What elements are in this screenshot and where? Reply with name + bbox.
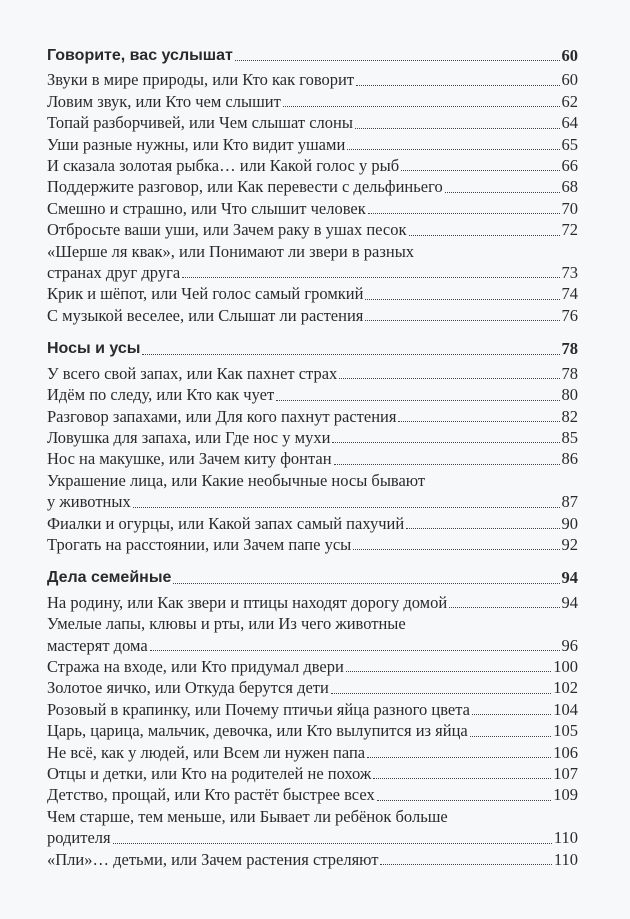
- dot-leader: [380, 864, 551, 865]
- entry-title: Розовый в крапинку, или Почему птичьи яйца разного цвета: [47, 699, 470, 719]
- page-number: 92: [561, 534, 578, 554]
- entry-title: У всего свой запах, или Как пахнет страх: [47, 363, 338, 383]
- toc-entry: [47, 592, 578, 613]
- entry-title: С музыкой веселее, или Слышат ли растения: [47, 305, 364, 325]
- dot-leader: [339, 378, 559, 379]
- page-number: 74: [561, 284, 578, 304]
- entry-title: Отбросьте ваши уши, или Зачем раку в ушах песок: [47, 220, 407, 240]
- toc-entry: [47, 720, 578, 741]
- dot-leader: [283, 106, 560, 107]
- dot-leader: [235, 60, 560, 61]
- entry-title: мастерят дома: [47, 635, 148, 655]
- dot-leader: [445, 192, 560, 193]
- page-number: 73: [561, 263, 578, 283]
- toc-entry: [47, 134, 578, 155]
- section-title: Носы и усы: [47, 340, 141, 358]
- toc-section: [47, 338, 578, 555]
- section-heading: [47, 338, 578, 359]
- dot-leader: [368, 213, 560, 214]
- entry-title-first-line: Чем старше, тем меньше, или Бывает ли ребёнок больше: [47, 806, 448, 826]
- entry-title-first-line: Украшение лица, или Какие необычные носы бывают: [47, 470, 426, 490]
- dot-leader: [365, 320, 559, 321]
- page-number: 65: [561, 134, 578, 154]
- entry-title: Ловим звук, или Кто чем слышит: [47, 91, 281, 111]
- entry-title: Разговор запахами, или Для кого пахнут растения: [47, 406, 397, 426]
- toc-entry: [47, 219, 578, 240]
- page-number: 100: [553, 656, 578, 676]
- dot-leader: [398, 421, 559, 422]
- dot-leader: [142, 354, 559, 355]
- dot-leader: [150, 650, 560, 651]
- entry-title: странах друг друга: [47, 263, 181, 283]
- section-heading: [47, 45, 578, 66]
- page-number: 110: [553, 828, 578, 848]
- page-number: 66: [561, 156, 578, 176]
- dot-leader: [332, 442, 559, 443]
- dot-leader: [346, 671, 551, 672]
- dot-leader: [355, 128, 560, 129]
- page-number: 85: [561, 427, 578, 447]
- entry-title: Царь, царица, мальчик, девочка, или Кто вылупится из яйца: [47, 721, 468, 741]
- page-number: 64: [561, 113, 578, 133]
- toc-entry: [47, 448, 578, 469]
- toc-entry: [47, 176, 578, 197]
- toc-entry: [47, 763, 578, 784]
- toc-list: [47, 45, 578, 870]
- dot-leader: [331, 693, 551, 694]
- dot-leader: [472, 714, 551, 715]
- entry-title: Идём по следу, или Кто как чует: [47, 385, 275, 405]
- toc-entry: [47, 635, 578, 656]
- entry-title: Отцы и детки, или Кто на родителей не похож: [47, 764, 372, 783]
- section-title: Говорите, вас услышат: [47, 47, 233, 64]
- page-number: 105: [553, 721, 578, 741]
- dot-leader: [367, 757, 551, 758]
- dot-leader: [373, 778, 551, 779]
- page-number: 78: [561, 363, 578, 383]
- page-number: 109: [553, 785, 578, 805]
- entry-title: Смешно и страшно, или Что слышит человек: [47, 198, 366, 218]
- entry-title: Звуки в мире природы, или Кто как говорит: [47, 70, 355, 90]
- entry-title: «Пли»… детьми, или Зачем растения стреляют: [47, 849, 379, 869]
- entry-title: Топай разборчивей, или Чем слышат слоны: [47, 113, 353, 133]
- dot-leader: [401, 170, 559, 171]
- page-number: 90: [561, 513, 578, 533]
- entry-title: Нос на макушке, или Зачем киту фонтан: [47, 449, 332, 469]
- toc-entry: [47, 827, 578, 848]
- dot-leader: [113, 843, 552, 844]
- dot-leader: [449, 607, 559, 608]
- entry-title: Трогать на расстоянии, или Зачем папе усы: [47, 534, 352, 554]
- toc-entry: [47, 155, 578, 176]
- toc-entry: [47, 305, 578, 326]
- entry-title: И сказала золотая рыбка… или Какой голос у рыб: [47, 156, 400, 176]
- page-number: 94: [561, 568, 578, 588]
- section-heading: [47, 567, 578, 588]
- dot-leader: [133, 507, 560, 508]
- page-number: 70: [561, 198, 578, 218]
- toc-entry: [47, 91, 578, 112]
- page-number: 96: [561, 635, 578, 655]
- toc-entry: [47, 784, 578, 805]
- toc-entry: [47, 534, 578, 555]
- toc-entry: [47, 849, 578, 870]
- toc-entry: [47, 112, 578, 133]
- page-number: 82: [561, 406, 578, 426]
- entry-title: Поддержите разговор, или Как перевести с дельфиньего: [47, 177, 443, 197]
- toc-entry: [47, 677, 578, 698]
- toc-entry: [47, 513, 578, 534]
- page-number: 68: [561, 177, 578, 197]
- page-number: 60: [561, 46, 578, 65]
- toc-entry: [47, 384, 578, 405]
- page-number: 110: [553, 849, 578, 869]
- dot-leader: [470, 736, 552, 737]
- dot-leader: [377, 800, 552, 801]
- toc-section: [47, 567, 578, 870]
- toc-entry: [47, 427, 578, 448]
- dot-leader: [365, 299, 559, 300]
- toc-entry: [47, 283, 578, 304]
- dot-leader: [409, 235, 560, 236]
- entry-title: Уши разные нужны, или Кто видит ушами: [47, 134, 346, 154]
- page-number: 76: [561, 305, 578, 325]
- dot-leader: [182, 277, 559, 278]
- page-number: 78: [561, 339, 578, 359]
- toc-entry: [47, 406, 578, 427]
- entry-title: Стража на входе, или Кто придумал двери: [47, 656, 344, 676]
- entry-title-first-line: «Шерше ля квак», или Понимают ли звери в разных: [47, 241, 415, 261]
- toc-entry: [47, 491, 578, 512]
- entry-title: у животных: [47, 492, 131, 512]
- dot-leader: [356, 85, 559, 86]
- page-number: 60: [561, 70, 578, 90]
- toc-entry: [47, 262, 578, 283]
- page-number: 72: [561, 220, 578, 240]
- toc-entry: [47, 742, 578, 763]
- dot-leader: [334, 464, 560, 465]
- toc-entry: [47, 198, 578, 219]
- page-number: 86: [561, 449, 578, 469]
- dot-leader: [406, 528, 559, 529]
- dot-leader: [347, 149, 559, 150]
- entry-title: родителя: [47, 828, 111, 848]
- entry-title: Детство, прощай, или Кто растёт быстрее всех: [47, 785, 375, 805]
- toc-entry: [47, 69, 578, 90]
- entry-title: Ловушка для запаха, или Где нос у мухи: [47, 427, 331, 447]
- page-number: 107: [553, 764, 578, 783]
- section-title: Дела семейные: [47, 569, 172, 587]
- page-number: 106: [553, 742, 578, 762]
- page-number: 102: [553, 678, 578, 698]
- entry-title-first-line: Умелые лапы, клювы и рты, или Из чего животные: [47, 614, 406, 634]
- entry-title: Фиалки и огурцы, или Какой запах самый пахучий: [47, 513, 405, 533]
- toc-entry: [47, 363, 578, 384]
- dot-leader: [276, 400, 559, 401]
- toc-section: [47, 45, 578, 326]
- dot-leader: [353, 549, 559, 550]
- entry-title: На родину, или Как звери и птицы находят дорогу домой: [47, 592, 448, 612]
- entry-title: Золотое яичко, или Откуда берутся дети: [47, 678, 329, 698]
- page-number: 80: [561, 385, 578, 405]
- page-number: 62: [561, 91, 578, 111]
- page-number: 87: [561, 492, 578, 512]
- toc-entry: [47, 656, 578, 677]
- page-number: 94: [561, 592, 578, 612]
- page-number: 104: [553, 699, 578, 719]
- dot-leader: [173, 583, 559, 584]
- entry-title: Крик и шёпот, или Чей голос самый громкий: [47, 284, 364, 304]
- entry-title: Не всё, как у людей, или Всем ли нужен папа: [47, 742, 366, 762]
- toc-entry: [47, 699, 578, 720]
